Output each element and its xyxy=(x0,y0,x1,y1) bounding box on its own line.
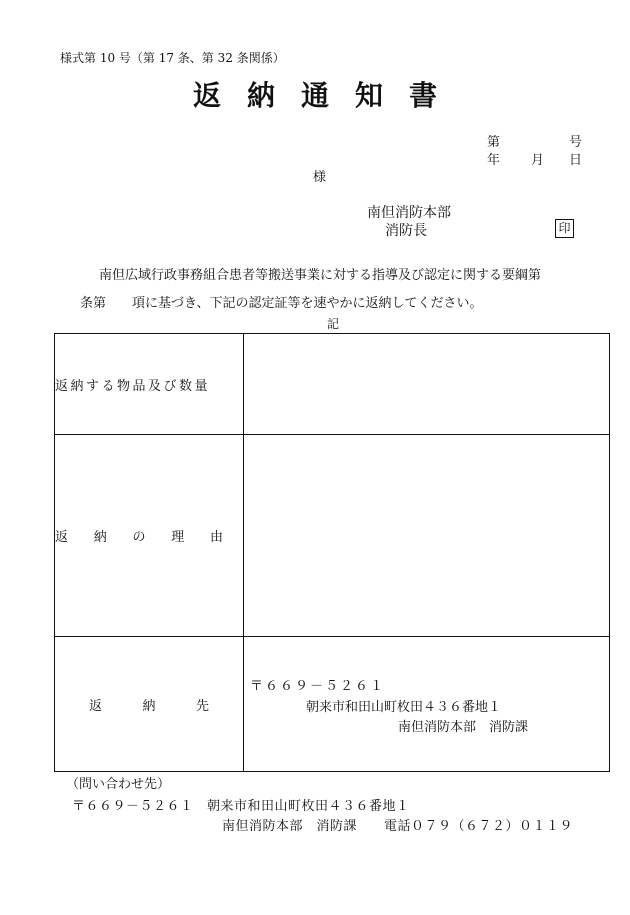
return-reason-char: の xyxy=(132,530,146,545)
table-row xyxy=(55,334,610,435)
body-text-line2: 条第 項に基づき、下記の認定証等を速やかに返納してください。 xyxy=(80,296,483,311)
day-label: 日 xyxy=(569,153,583,168)
destination-organization: 南但消防本部 消防課 xyxy=(398,720,529,735)
month-label: 月 xyxy=(531,153,545,168)
return-destination-char: 納 xyxy=(142,698,156,714)
table-row xyxy=(55,435,610,637)
return-reason-char: 理 xyxy=(171,530,185,545)
return-items-table xyxy=(54,333,610,772)
ki-marker: 記 xyxy=(327,317,340,331)
inquiry-contact: 南但消防本部 消防課 電話０７９（６７２）０１１９ xyxy=(222,819,574,834)
return-reason-char: 由 xyxy=(209,530,223,545)
items-quantity-label: 返納する物品及び数量 xyxy=(55,334,244,435)
return-destination-char: 先 xyxy=(195,698,209,714)
number-label: 第 xyxy=(487,135,501,150)
return-reason-label xyxy=(55,435,244,637)
issuer-title: 消防長 xyxy=(385,223,427,239)
body-text-line1: 南但広域行政事務組合患者等搬送事業に対する指導及び認定に関する要綱第 xyxy=(99,268,542,283)
inquiry-address: 〒６６９－５２６１ 朝来市和田山町枚田４３６番地１ xyxy=(72,799,410,814)
return-destination-label xyxy=(55,637,244,772)
issuer-organization: 南但消防本部 xyxy=(367,205,451,221)
return-destination-field xyxy=(244,637,610,772)
year-label: 年 xyxy=(487,153,501,168)
form-number: 様式第 10 号（第 17 条、第 32 条関係） xyxy=(60,51,285,65)
seal-mark: 印 xyxy=(555,219,574,238)
return-reason-char: 納 xyxy=(93,530,107,545)
document-title: 返納通知書 xyxy=(192,79,463,112)
inquiry-heading: （問い合わせ先） xyxy=(66,777,171,792)
items-quantity-field[interactable] xyxy=(244,334,610,435)
destination-postal-code: 〒６６９－５２６１ xyxy=(250,679,386,694)
destination-address: 朝来市和田山町枚田４３６番地１ xyxy=(306,700,502,715)
table-row xyxy=(55,637,610,772)
number-suffix: 号 xyxy=(569,135,583,150)
recipient-honorific: 様 xyxy=(313,170,327,185)
return-destination-char: 返 xyxy=(89,698,103,714)
return-reason-char: 返 xyxy=(55,530,69,545)
return-reason-field[interactable] xyxy=(244,435,610,637)
